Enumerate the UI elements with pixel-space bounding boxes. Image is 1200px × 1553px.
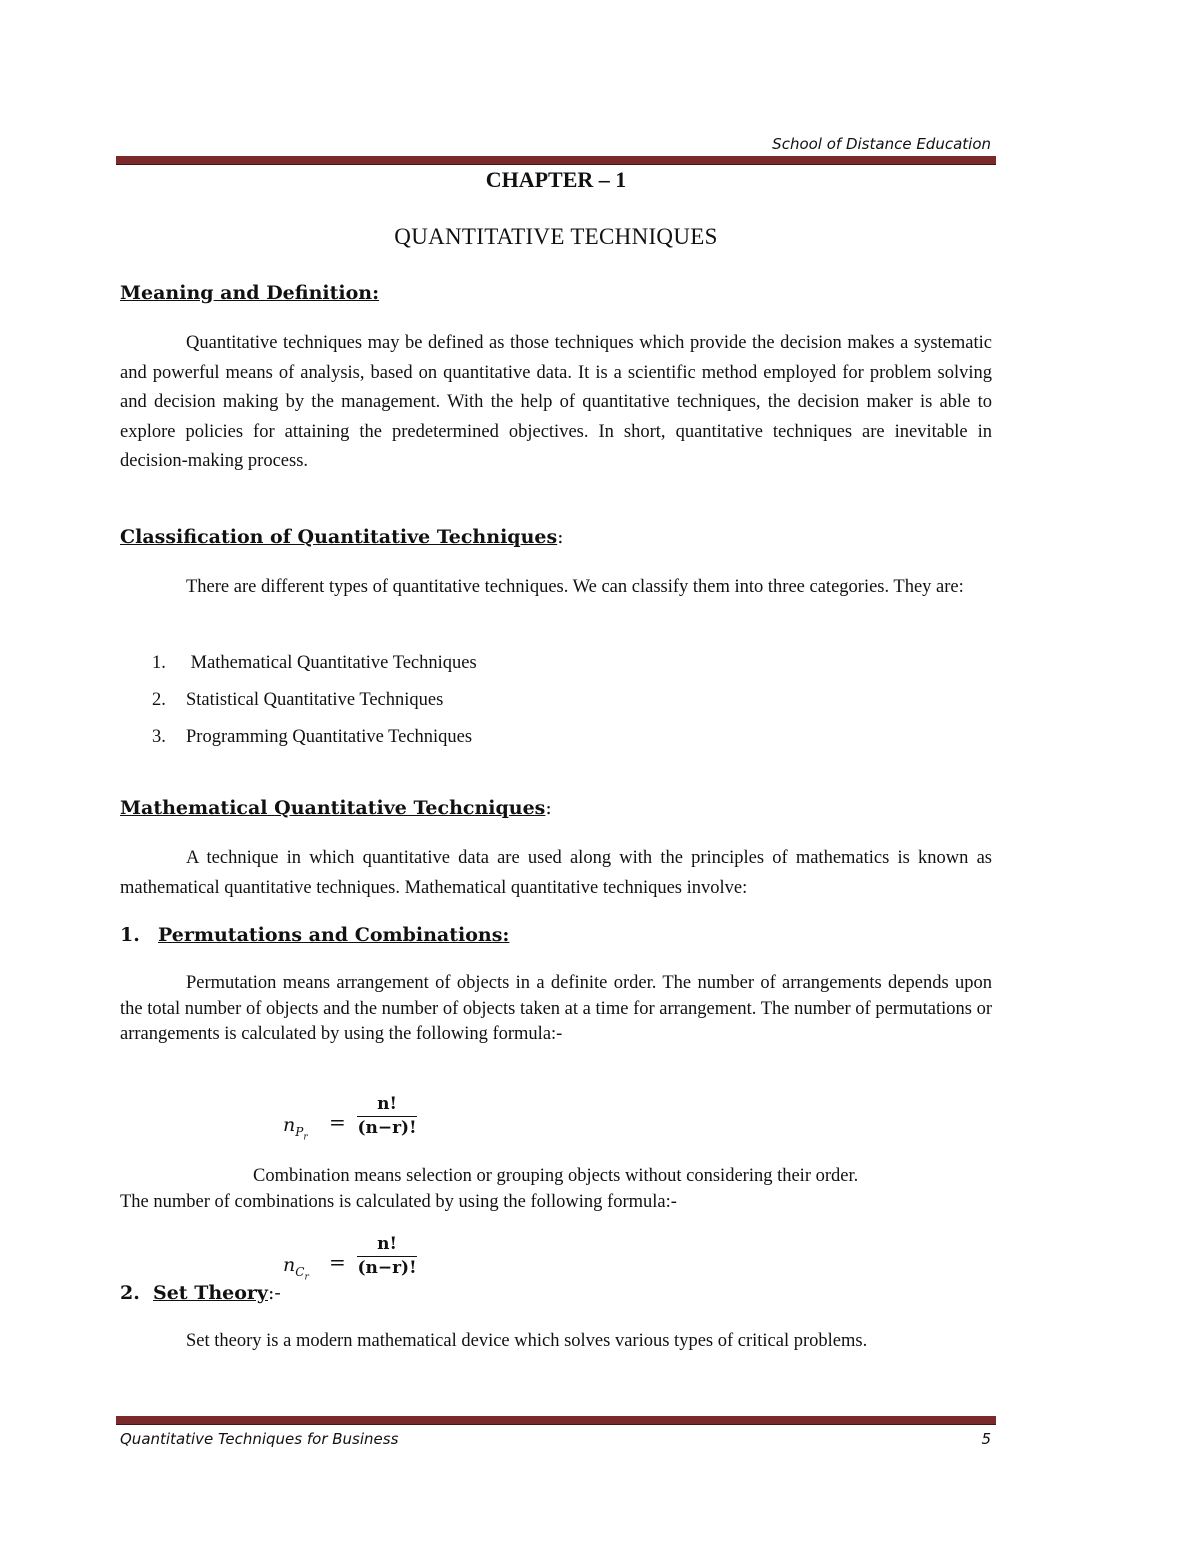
set-theory-paragraph: [120, 1329, 992, 1355]
classification-heading-suffix: :: [557, 526, 564, 548]
permutations-heading-text: Permutations and Combinations:: [158, 924, 510, 946]
meaning-heading: [120, 282, 379, 304]
fraction-numerator: n!: [357, 1094, 417, 1117]
mathematical-heading-suffix: :: [545, 797, 552, 819]
mathematical-heading: [120, 797, 552, 819]
classification-heading: [120, 526, 564, 548]
list-item-label: Mathematical Quantitative Techniques: [186, 653, 477, 673]
set-theory-heading: [120, 1282, 281, 1304]
mathematical-heading-text: Mathematical Quantitative Techcniques: [120, 797, 546, 819]
equals-sign: =: [329, 1250, 346, 1274]
permutation-fraction: [357, 1094, 417, 1138]
mathematical-text: A technique in which quantitative data are used along with the principles of mathematics is known as mathematical quantitative techniques. Mathematical quantitative techniques involve:: [120, 848, 992, 898]
chapter-label: CHAPTER – 1: [485, 167, 627, 192]
combination-symbol: $n_{C_r}$: [283, 1254, 309, 1283]
meaning-paragraph: [120, 329, 992, 477]
fraction-denominator: (n−r)!: [357, 1258, 417, 1278]
permutations-text: Permutation means arrangement of objects in a definite order. The number of arrangements depends upon the total number of objects and the number of objects taken at a time for arrangement. The number of permutations or arrangements is calculated by using the following formula:-: [120, 973, 992, 1044]
header-rule: [116, 156, 996, 165]
list-item: [152, 645, 477, 682]
set-theory-number: 2.: [120, 1282, 140, 1304]
set-theory-heading-text: Set Theory: [153, 1282, 268, 1304]
list-item-label: Statistical Quantitative Techniques: [186, 690, 444, 710]
page-number: 5: [981, 1430, 991, 1448]
mathematical-paragraph: [120, 844, 992, 903]
meaning-text: Quantitative techniques may be defined as those techniques which provide the decision makes a systematic and powerful means of analysis, based on quantitative data. It is a scientific method employed for problem solving and decision making by the management. With the help of quantitative techniques, the decision maker is able to explore policies for attaining the predetermined objectives. In short, quantitative techniques are inevitable in decision-making process.: [120, 333, 992, 471]
set-theory-heading-suffix: :-: [267, 1282, 281, 1304]
footer-book-title: Quantitative Techniques for Business: [120, 1430, 399, 1448]
fraction-denominator: (n−r)!: [357, 1118, 417, 1138]
list-item: [152, 682, 477, 719]
fraction-numerator: n!: [357, 1234, 417, 1257]
list-item-number: 1.: [152, 653, 166, 673]
classification-heading-text: Classification of Quantitative Techniques: [120, 526, 558, 548]
running-header: School of Distance Education: [772, 135, 991, 153]
list-item: [152, 719, 477, 756]
equals-sign: =: [329, 1110, 346, 1134]
permutations-paragraph: [120, 971, 992, 1048]
permutations-heading: [120, 924, 509, 946]
meaning-heading-text: Meaning and Definition:: [120, 282, 380, 304]
classification-text: There are different types of quantitative techniques. We can classify them into three categories. They are:: [186, 577, 964, 597]
combination-text-1: Combination means selection or grouping objects without considering their order.: [253, 1166, 859, 1186]
list-item-number: 3.: [152, 727, 166, 747]
set-theory-text: Set theory is a modern mathematical device which solves various types of critical problems.: [186, 1331, 868, 1351]
combination-fraction: [357, 1234, 417, 1278]
footer-rule: [116, 1416, 996, 1425]
permutations-number: 1.: [120, 924, 140, 946]
classification-list: [152, 645, 477, 756]
list-item-number: 2.: [152, 690, 166, 710]
chapter-title: QUANTITATIVE TECHNIQUES: [394, 224, 718, 249]
list-item-label: Programming Quantitative Techniques: [186, 727, 473, 747]
combination-text-2: The number of combinations is calculated by using the following formula:-: [120, 1192, 677, 1212]
permutation-symbol: $n_{P_r}$: [283, 1114, 308, 1143]
classification-paragraph: [120, 573, 992, 603]
